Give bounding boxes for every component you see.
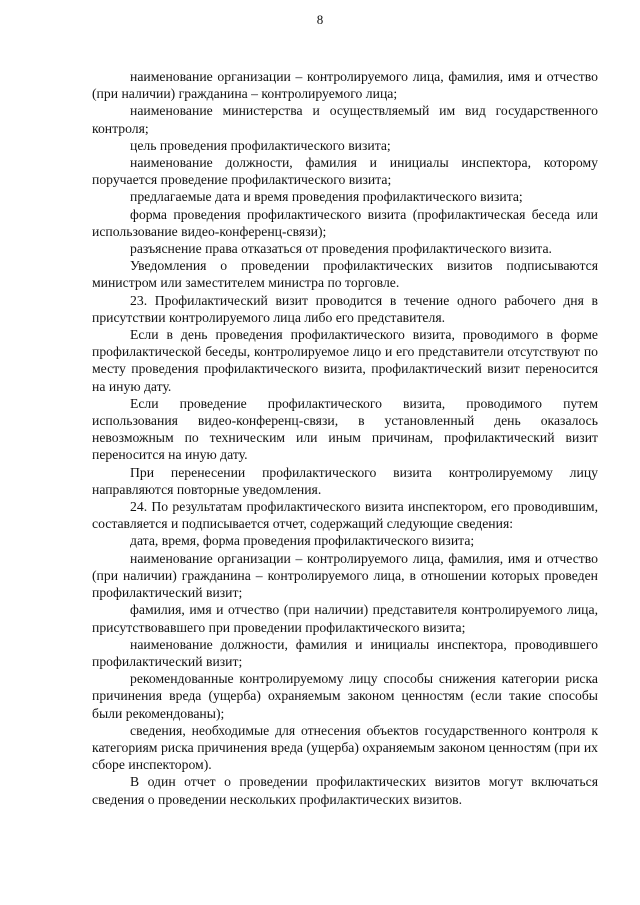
paragraph: 24. По результатам профилактического визита инспектором, его проводившим, составляется и подписывается отчет, содержащий следующие сведения:: [92, 499, 598, 532]
document-body: [92, 68, 598, 808]
paragraph: наименование должности, фамилия и инициалы инспектора, которому поручается проведение профилактического визита;: [92, 155, 598, 188]
paragraph: При перенесении профилактического визита контролируемому лицу направляются повторные уведомления.: [92, 464, 598, 497]
page-number: 8: [316, 12, 324, 27]
paragraph: фамилия, имя и отчество (при наличии) представителя контролируемого лица, присутствовавшего при проведении профилактического визита;: [92, 602, 598, 635]
paragraph: дата, время, форма проведения профилактического визита;: [130, 533, 475, 549]
paragraph: Если проведение профилактического визита, проводимого путем использования видео-конференц-связи, в установленный день оказалось невозможным по техническим или иным причинам, профилактический визит переносится на иную дату.: [92, 395, 598, 463]
paragraph: Уведомления о проведении профилактических визитов подписываются министром или заместителем министра по торговле.: [92, 258, 598, 291]
paragraph: предлагаемые дата и время проведения профилактического визита;: [130, 189, 523, 205]
paragraph: Если в день проведения профилактического визита, проводимого в форме профилактической беседы, контролируемое лицо и его представители отсутствуют по месту проведения профилактического визита, профилактический визит переносится на иную дату.: [92, 327, 598, 394]
paragraph: наименование должности, фамилия и инициалы инспектора, проводившего профилактический визит;: [92, 636, 598, 669]
paragraph: цель проведения профилактического визита;: [130, 137, 391, 153]
paragraph: форма проведения профилактического визита (профилактическая беседа или использование видео-конференц-связи);: [92, 206, 598, 239]
paragraph: 23. Профилактический визит проводится в течение одного рабочего дня в присутствии контролируемого лица либо его представителя.: [92, 292, 598, 325]
paragraph: наименование организации – контролируемого лица, фамилия, имя и отчество (при наличии) гражданина – контролируемого лица;: [92, 69, 598, 102]
paragraph: наименование организации – контролируемого лица, фамилия, имя и отчество (при наличии) гражданина – контролируемого лица, в отношении которых проведен профилактический визит;: [92, 550, 598, 601]
paragraph: разъяснение права отказаться от проведения профилактического визита.: [130, 241, 552, 257]
paragraph: сведения, необходимые для отнесения объектов государственного контроля к категориям риска причинения вреда (ущерба) охраняемым законом ценностям (при их сборе инспектором).: [92, 722, 598, 773]
paragraph: рекомендованные контролируемому лицу способы снижения категории риска причинения вреда (ущерба) охраняемым законом ценностям (если такие способы были рекомендованы);: [92, 671, 598, 721]
paragraph: В один отчет о проведении профилактических визитов могут включаться сведения о проведении нескольких профилактических визитов.: [92, 774, 598, 807]
paragraph: наименование министерства и осуществляемый им вид государственного контроля;: [92, 103, 598, 136]
